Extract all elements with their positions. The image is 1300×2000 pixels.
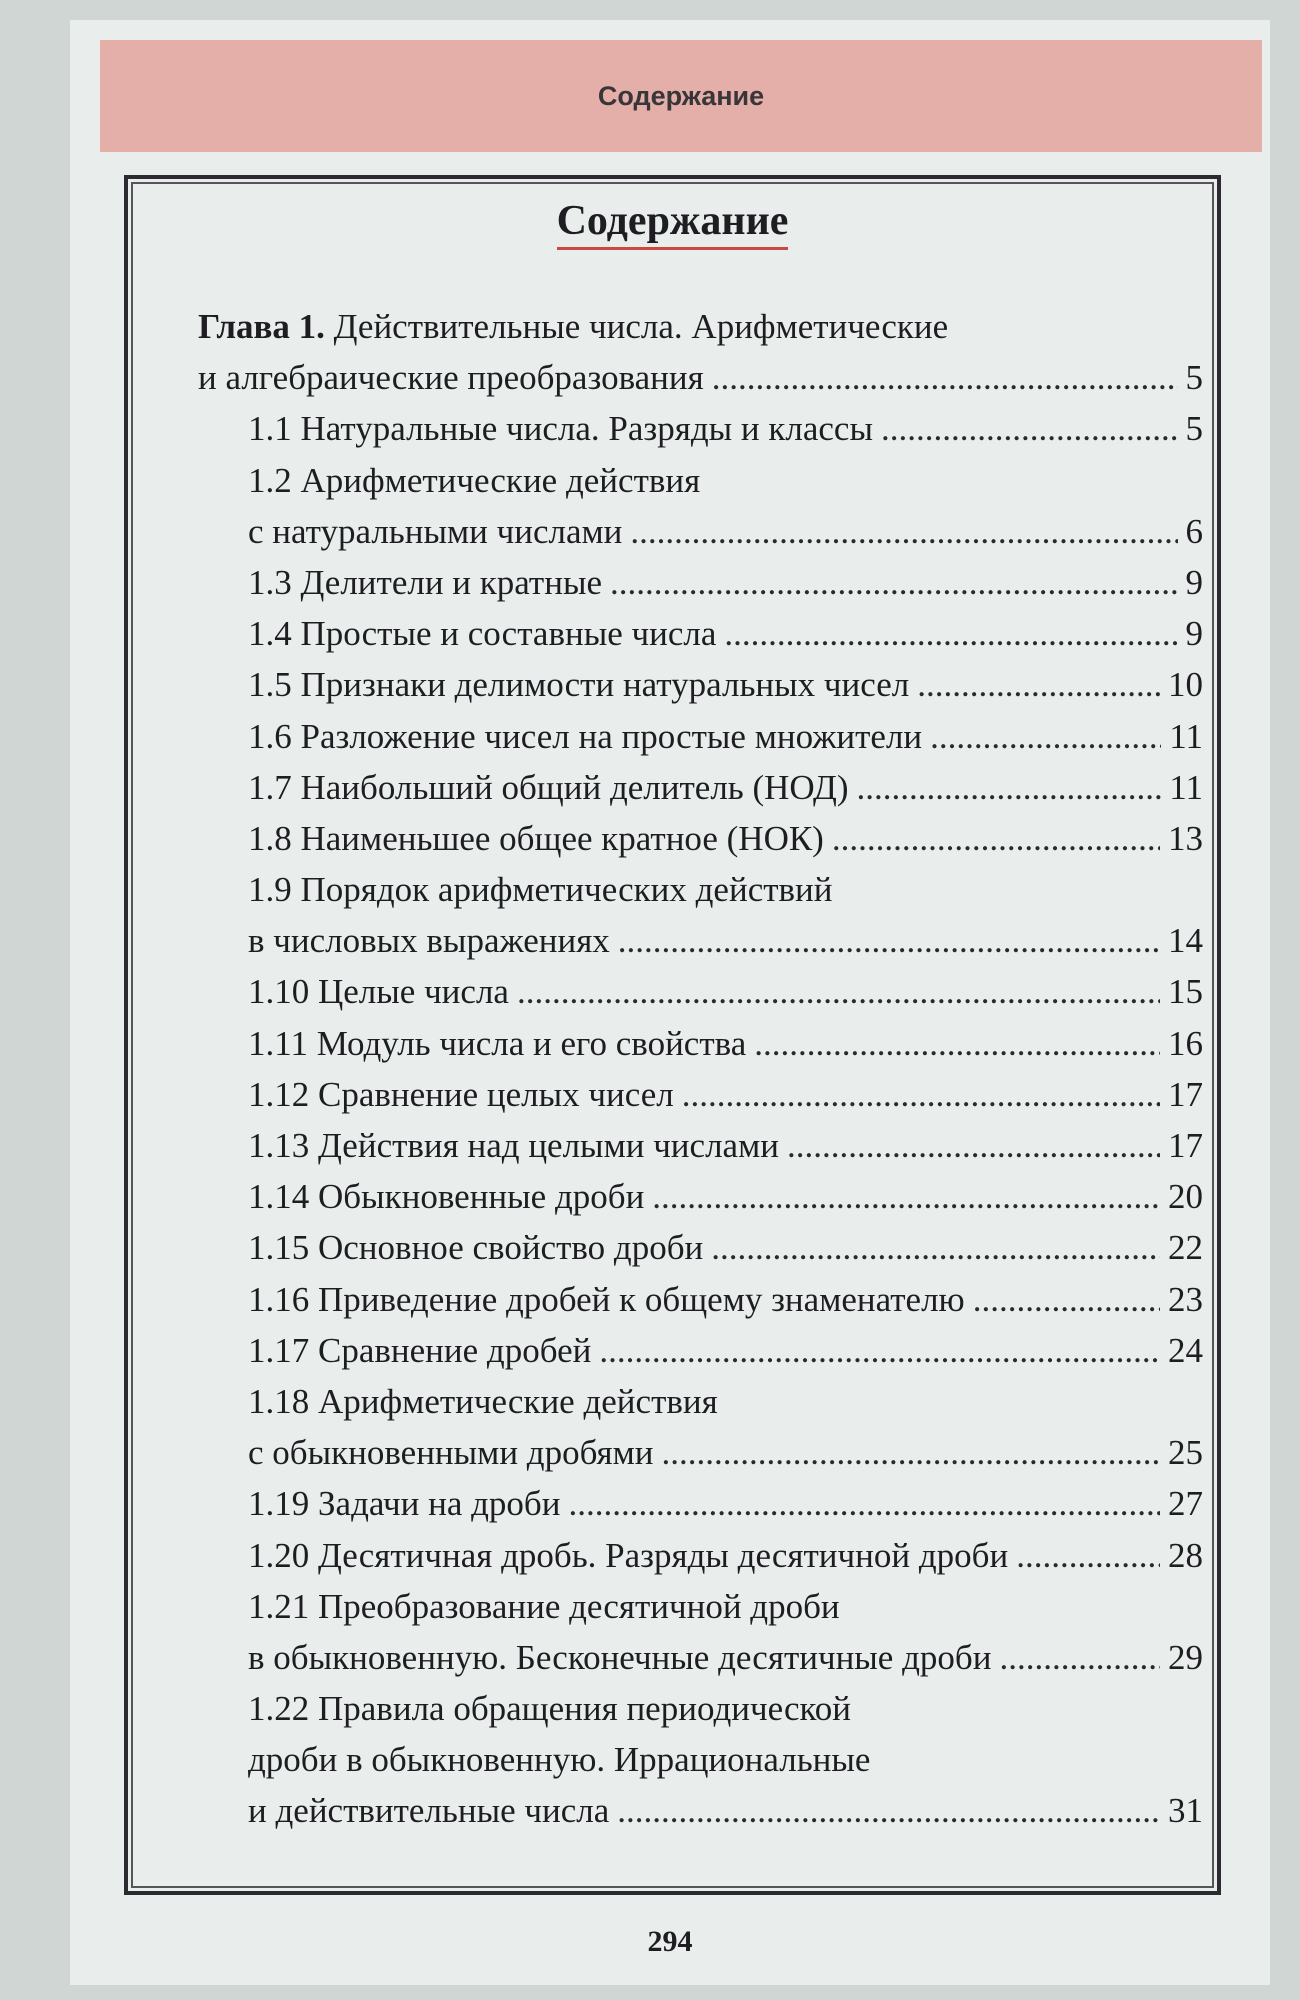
toc-entry-line bbox=[248, 506, 1203, 557]
toc-entry[interactable] bbox=[198, 762, 1203, 813]
dot-leader bbox=[652, 1171, 1160, 1222]
dot-leader bbox=[973, 1274, 1160, 1325]
dot-leader bbox=[662, 1427, 1160, 1478]
toc-entry-line bbox=[248, 1171, 1203, 1222]
toc-entry-page-number: 14 bbox=[1168, 921, 1203, 961]
toc-entry-page-number: 24 bbox=[1168, 1330, 1203, 1370]
dot-leader bbox=[618, 915, 1160, 966]
toc-entry-line bbox=[248, 1069, 1203, 1120]
running-header bbox=[100, 40, 1262, 152]
toc-entry-line bbox=[248, 1683, 1203, 1734]
toc-entry[interactable] bbox=[198, 1530, 1203, 1581]
toc-entry[interactable] bbox=[198, 1683, 1203, 1837]
toc-entry-page-number: 10 bbox=[1168, 665, 1203, 705]
toc-entry-title: 1.3 Делители и кратные bbox=[248, 562, 602, 602]
dot-leader bbox=[617, 1785, 1160, 1836]
toc-chapter-line1 bbox=[198, 301, 1203, 352]
dot-leader bbox=[610, 557, 1178, 608]
toc-entry-title: 1.21 Преобразование десятичной дроби bbox=[248, 1586, 840, 1626]
toc-entry-line bbox=[248, 608, 1203, 659]
dot-leader bbox=[682, 1069, 1160, 1120]
toc-entry-title: в обыкновенную. Бесконечные десятичные дроби bbox=[248, 1637, 992, 1677]
toc-entry-page-number: 6 bbox=[1185, 511, 1203, 551]
dot-leader bbox=[568, 1478, 1160, 1529]
toc-entry[interactable] bbox=[198, 1274, 1203, 1325]
toc-entry-page-number: 27 bbox=[1168, 1484, 1203, 1524]
dot-leader bbox=[857, 762, 1162, 813]
toc-frame bbox=[124, 175, 1221, 1895]
dot-leader bbox=[630, 506, 1177, 557]
dot-leader bbox=[712, 352, 1178, 403]
toc-entry-page-number: 15 bbox=[1168, 972, 1203, 1012]
toc-entry-page-number: 22 bbox=[1168, 1228, 1203, 1268]
toc-entry-title: 1.18 Арифметические действия bbox=[248, 1381, 718, 1421]
dot-leader bbox=[599, 1325, 1160, 1376]
toc-entry-line bbox=[248, 1274, 1203, 1325]
toc-entry-line bbox=[248, 813, 1203, 864]
dot-leader bbox=[517, 966, 1160, 1017]
toc-entry[interactable] bbox=[198, 864, 1203, 966]
toc-entry-line bbox=[248, 1325, 1203, 1376]
toc-entry-page-number: 28 bbox=[1168, 1535, 1203, 1575]
dot-leader bbox=[999, 1632, 1160, 1683]
toc-entry[interactable] bbox=[198, 557, 1203, 608]
toc-entry-title: 1.7 Наибольший общий делитель (НОД) bbox=[248, 767, 849, 807]
toc-entry[interactable] bbox=[198, 966, 1203, 1017]
toc-entry-line bbox=[248, 711, 1203, 762]
toc-entry-page-number: 29 bbox=[1168, 1637, 1203, 1677]
toc-entry-title: 1.20 Десятичная дробь. Разряды десятичной дроби bbox=[248, 1535, 1009, 1575]
toc-entry-title: 1.11 Модуль числа и его свойства bbox=[248, 1023, 747, 1063]
toc-entry-line bbox=[248, 1581, 1203, 1632]
toc-entry-line bbox=[248, 1222, 1203, 1273]
toc-entry-title: 1.5 Признаки делимости натуральных чисел bbox=[248, 665, 910, 705]
chapter-label: Глава 1. bbox=[198, 307, 325, 346]
toc-entry-page-number: 11 bbox=[1169, 716, 1203, 756]
chapter-page-number: 5 bbox=[1185, 358, 1203, 398]
toc-entry-title: 1.13 Действия над целыми числами bbox=[248, 1126, 779, 1165]
toc-entry-line bbox=[248, 1785, 1203, 1836]
toc-entry[interactable] bbox=[198, 1325, 1203, 1376]
toc-chapter-line2 bbox=[198, 352, 1203, 403]
toc-entry-title: 1.9 Порядок арифметических действий bbox=[248, 870, 833, 910]
toc-heading-text: Содержание bbox=[557, 197, 789, 250]
toc-entry[interactable] bbox=[198, 1478, 1203, 1529]
chapter-title-line1: Действительные числа. Арифметические bbox=[333, 307, 949, 346]
page-number: 294 bbox=[647, 1925, 693, 1958]
toc-entry[interactable] bbox=[198, 711, 1203, 762]
chapter-title-line2: и алгебраические преобразования bbox=[198, 358, 704, 398]
toc-entry[interactable] bbox=[198, 1018, 1203, 1069]
toc-entry-title: 1.14 Обыкновенные дроби bbox=[248, 1177, 645, 1217]
toc-entry-line bbox=[248, 455, 1203, 506]
dot-leader bbox=[917, 659, 1160, 710]
toc-entry-page-number: 25 bbox=[1168, 1433, 1203, 1473]
toc-entry-line bbox=[248, 915, 1203, 966]
toc-entry-title: 1.15 Основное свойство дроби bbox=[248, 1228, 704, 1268]
dot-leader bbox=[754, 1018, 1160, 1069]
running-header-title: Содержание bbox=[597, 80, 765, 111]
dot-leader bbox=[787, 1120, 1160, 1171]
toc-entry-title: с натуральными числами bbox=[248, 511, 623, 551]
toc-entry-line bbox=[248, 1018, 1203, 1069]
toc-entry-title: дроби в обыкновенную. Иррациональные bbox=[248, 1740, 871, 1780]
toc-heading bbox=[128, 197, 1217, 250]
toc-entry[interactable] bbox=[198, 1581, 1203, 1683]
toc-chapter-entry[interactable] bbox=[198, 301, 1203, 403]
toc-entry-page-number: 23 bbox=[1168, 1279, 1203, 1319]
toc-entry-page-number: 9 bbox=[1185, 562, 1203, 602]
toc-entry-page-number: 11 bbox=[1169, 767, 1203, 807]
toc-entry-line bbox=[248, 403, 1203, 454]
toc-entry[interactable] bbox=[198, 455, 1203, 557]
toc-entry-title: 1.12 Сравнение целых чисел bbox=[248, 1074, 674, 1114]
toc-entry[interactable] bbox=[198, 659, 1203, 710]
toc-entry-title: 1.2 Арифметические действия bbox=[248, 460, 701, 500]
dot-leader bbox=[930, 711, 1161, 762]
toc-entry-title: 1.19 Задачи на дроби bbox=[248, 1484, 561, 1524]
dot-leader bbox=[832, 813, 1160, 864]
toc-entry-page-number: 9 bbox=[1185, 614, 1203, 654]
toc-entry-page-number: 5 bbox=[1185, 409, 1203, 449]
toc-entry-line bbox=[248, 1632, 1203, 1683]
toc-entry-line bbox=[248, 1734, 1203, 1785]
toc-entry[interactable] bbox=[198, 608, 1203, 659]
toc-entry-title: 1.1 Натуральные числа. Разряды и классы bbox=[248, 409, 873, 449]
toc-entry-line bbox=[248, 864, 1203, 915]
toc-entry-title: 1.8 Наименьшее общее кратное (НОК) bbox=[248, 818, 824, 858]
dot-leader bbox=[711, 1222, 1160, 1273]
toc-entry-title: 1.17 Сравнение дробей bbox=[248, 1330, 592, 1370]
toc-entry-title: 1.4 Простые и составные числа bbox=[248, 614, 717, 654]
toc-entry-title: в числовых выражениях bbox=[248, 921, 610, 961]
toc-entry-title: 1.16 Приведение дробей к общему знаменателю bbox=[248, 1279, 965, 1319]
toc-entry-title: 1.22 Правила обращения периодической bbox=[248, 1689, 851, 1729]
toc-entry-page-number: 31 bbox=[1168, 1791, 1203, 1831]
toc-entry[interactable] bbox=[198, 813, 1203, 864]
toc-entry-title: и действительные числа bbox=[248, 1791, 610, 1831]
toc-entry-page-number: 17 bbox=[1168, 1074, 1203, 1114]
toc-entry[interactable] bbox=[198, 1222, 1203, 1273]
toc-entry-line bbox=[248, 1530, 1203, 1581]
toc-entry-line bbox=[248, 1478, 1203, 1529]
dot-leader bbox=[1016, 1530, 1160, 1581]
toc-entry-page-number: 13 bbox=[1168, 818, 1203, 858]
toc-entry-page-number: 17 bbox=[1168, 1126, 1203, 1165]
toc-entry-title: с обыкновенными дробями bbox=[248, 1433, 654, 1473]
book-page bbox=[70, 20, 1270, 1985]
toc-entry[interactable] bbox=[198, 403, 1203, 454]
toc-entry-line bbox=[248, 1120, 1203, 1171]
toc-entry-line bbox=[248, 557, 1203, 608]
toc-entry-title: 1.10 Целые числа bbox=[248, 972, 509, 1012]
toc-entry-page-number: 16 bbox=[1168, 1023, 1203, 1063]
toc-entry-line bbox=[248, 762, 1203, 813]
dot-leader bbox=[724, 608, 1177, 659]
toc-list bbox=[198, 301, 1203, 1837]
toc-entry-title: 1.6 Разложение чисел на простые множители bbox=[248, 716, 923, 756]
toc-entry[interactable] bbox=[198, 1376, 1203, 1478]
toc-entry-line bbox=[248, 659, 1203, 710]
dot-leader bbox=[881, 403, 1178, 454]
toc-entry-line bbox=[248, 1427, 1203, 1478]
toc-entry-line bbox=[248, 1376, 1203, 1427]
toc-entry[interactable] bbox=[198, 1069, 1203, 1120]
toc-entry[interactable] bbox=[198, 1120, 1203, 1171]
toc-entry-line bbox=[248, 966, 1203, 1017]
toc-entry[interactable] bbox=[198, 1171, 1203, 1222]
toc-entry-page-number: 20 bbox=[1168, 1177, 1203, 1217]
